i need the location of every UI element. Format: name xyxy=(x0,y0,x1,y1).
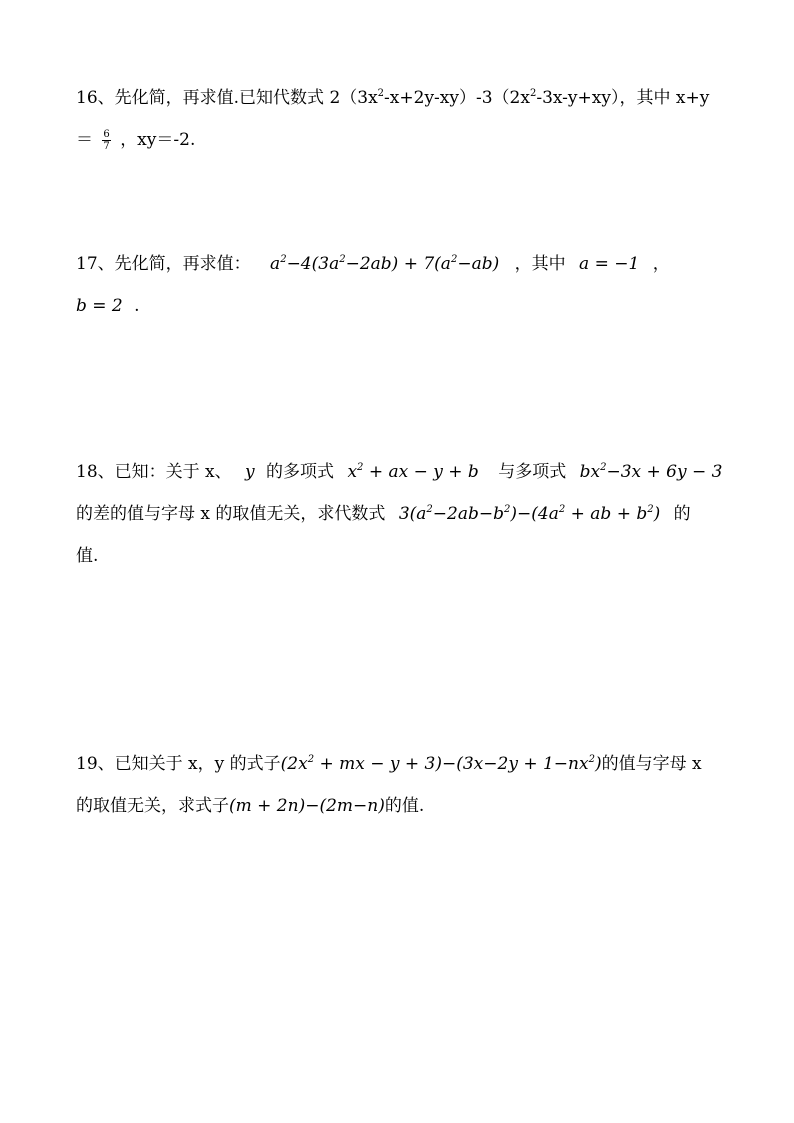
problem-19-line-2-prefix: 的取值无关，求式子 xyxy=(76,796,229,816)
problem-17-mid: ，其中 xyxy=(514,254,566,274)
expr-term: −2ab) + 7(a xyxy=(345,254,451,274)
expr-term: + mx − y + 3)−(3x−2y + 1−nx xyxy=(314,754,589,774)
problem-18-line-3-text: 值. xyxy=(76,546,99,566)
problem-18-line-3 xyxy=(76,544,98,568)
problem-19-prefix: 19、已知关于 x，y 的式子 xyxy=(76,754,281,774)
problem-17-line-2 xyxy=(76,294,140,318)
expr-term: + ab + b xyxy=(565,504,648,524)
problem-19-line-2-suffix: 的值. xyxy=(384,796,425,816)
problem-19-query-expression: (m + 2n)−(2m−n) xyxy=(229,796,385,816)
problem-17-condition-b: b = 2 xyxy=(76,296,123,316)
problem-18-polynomial-1 xyxy=(347,462,478,482)
expr-term: + ax − y + b xyxy=(363,462,479,482)
problem-19-expression xyxy=(281,754,602,774)
fraction-denominator: 7 xyxy=(103,141,110,152)
expr-term: a xyxy=(270,254,281,274)
expr-term: (2x xyxy=(280,754,308,774)
expr-term: −2ab−b xyxy=(432,504,504,524)
expr-exponent: 2 xyxy=(280,254,287,265)
expr-term: x xyxy=(347,462,358,482)
expr-term: )−(4a xyxy=(510,504,559,524)
problem-16-prefix: 16、先化简，再求值.已知代数式 2（3x xyxy=(76,88,378,108)
problem-16-rest: ，xy＝-2. xyxy=(120,130,196,150)
problem-16-fraction xyxy=(102,129,110,152)
problem-17-line-1 xyxy=(76,252,670,276)
problem-19-line-1 xyxy=(76,752,702,776)
problem-18-mid2: 与多项式 xyxy=(498,462,567,482)
problem-17-comma: ， xyxy=(652,254,670,274)
expr-term: −4(3a xyxy=(286,254,340,274)
problem-16-exponent-2: 2 xyxy=(529,88,537,99)
expr-exponent: 2 xyxy=(307,754,315,765)
expr-exponent: 2 xyxy=(450,254,458,265)
expr-exponent: 2 xyxy=(504,504,511,515)
expr-exponent: 2 xyxy=(600,462,607,473)
problem-18-expression xyxy=(399,504,660,524)
expr-exponent: 2 xyxy=(558,504,566,515)
problem-18-line-2-prefix: 的差的值与字母 x 的取值无关，求代数式 xyxy=(76,504,386,524)
expr-exponent: 2 xyxy=(647,504,654,515)
problem-17-end: . xyxy=(134,296,140,316)
expr-term: 3(a xyxy=(398,504,427,524)
problem-16-middle: -x+2y-xy）-3（2x xyxy=(384,88,530,108)
expr-exponent: 2 xyxy=(426,504,433,515)
problem-16-line-1 xyxy=(76,86,709,110)
problem-18-line-2 xyxy=(76,502,691,526)
expr-term: bx xyxy=(579,462,601,482)
expr-term: −ab) xyxy=(457,254,500,274)
problem-16-exponent-1: 2 xyxy=(377,88,385,99)
expr-term: −3x + 6y − 3 xyxy=(606,462,723,482)
problem-16-line-2 xyxy=(76,128,195,152)
problem-17-prefix: 17、先化简，再求值： xyxy=(76,254,251,274)
expr-term: ) xyxy=(594,754,602,774)
problem-19-suffix: 的值与字母 x xyxy=(601,754,702,774)
problem-18-mid1: 的多项式 xyxy=(266,462,335,482)
expr-exponent: 2 xyxy=(357,462,364,473)
expr-exponent: 2 xyxy=(588,754,595,765)
expr-exponent: 2 xyxy=(339,254,346,265)
problem-18-line-2-suffix: 的 xyxy=(673,504,691,524)
expr-term: ) xyxy=(653,504,661,524)
problem-18-var-y: y xyxy=(245,462,255,482)
problem-16-equals: ＝ xyxy=(76,130,93,150)
problem-18-line-1 xyxy=(76,460,722,484)
problem-17-condition-a: a = −1 xyxy=(579,254,640,274)
problem-16-suffix: -3x-y+xy），其中 x+y xyxy=(536,88,710,108)
problem-19-line-2 xyxy=(76,794,424,818)
problem-17-expression xyxy=(270,254,499,274)
fraction-numerator: 6 xyxy=(103,129,110,140)
problem-18-prefix: 18、已知：关于 x、 xyxy=(76,462,232,482)
problem-18-polynomial-2 xyxy=(580,462,723,482)
